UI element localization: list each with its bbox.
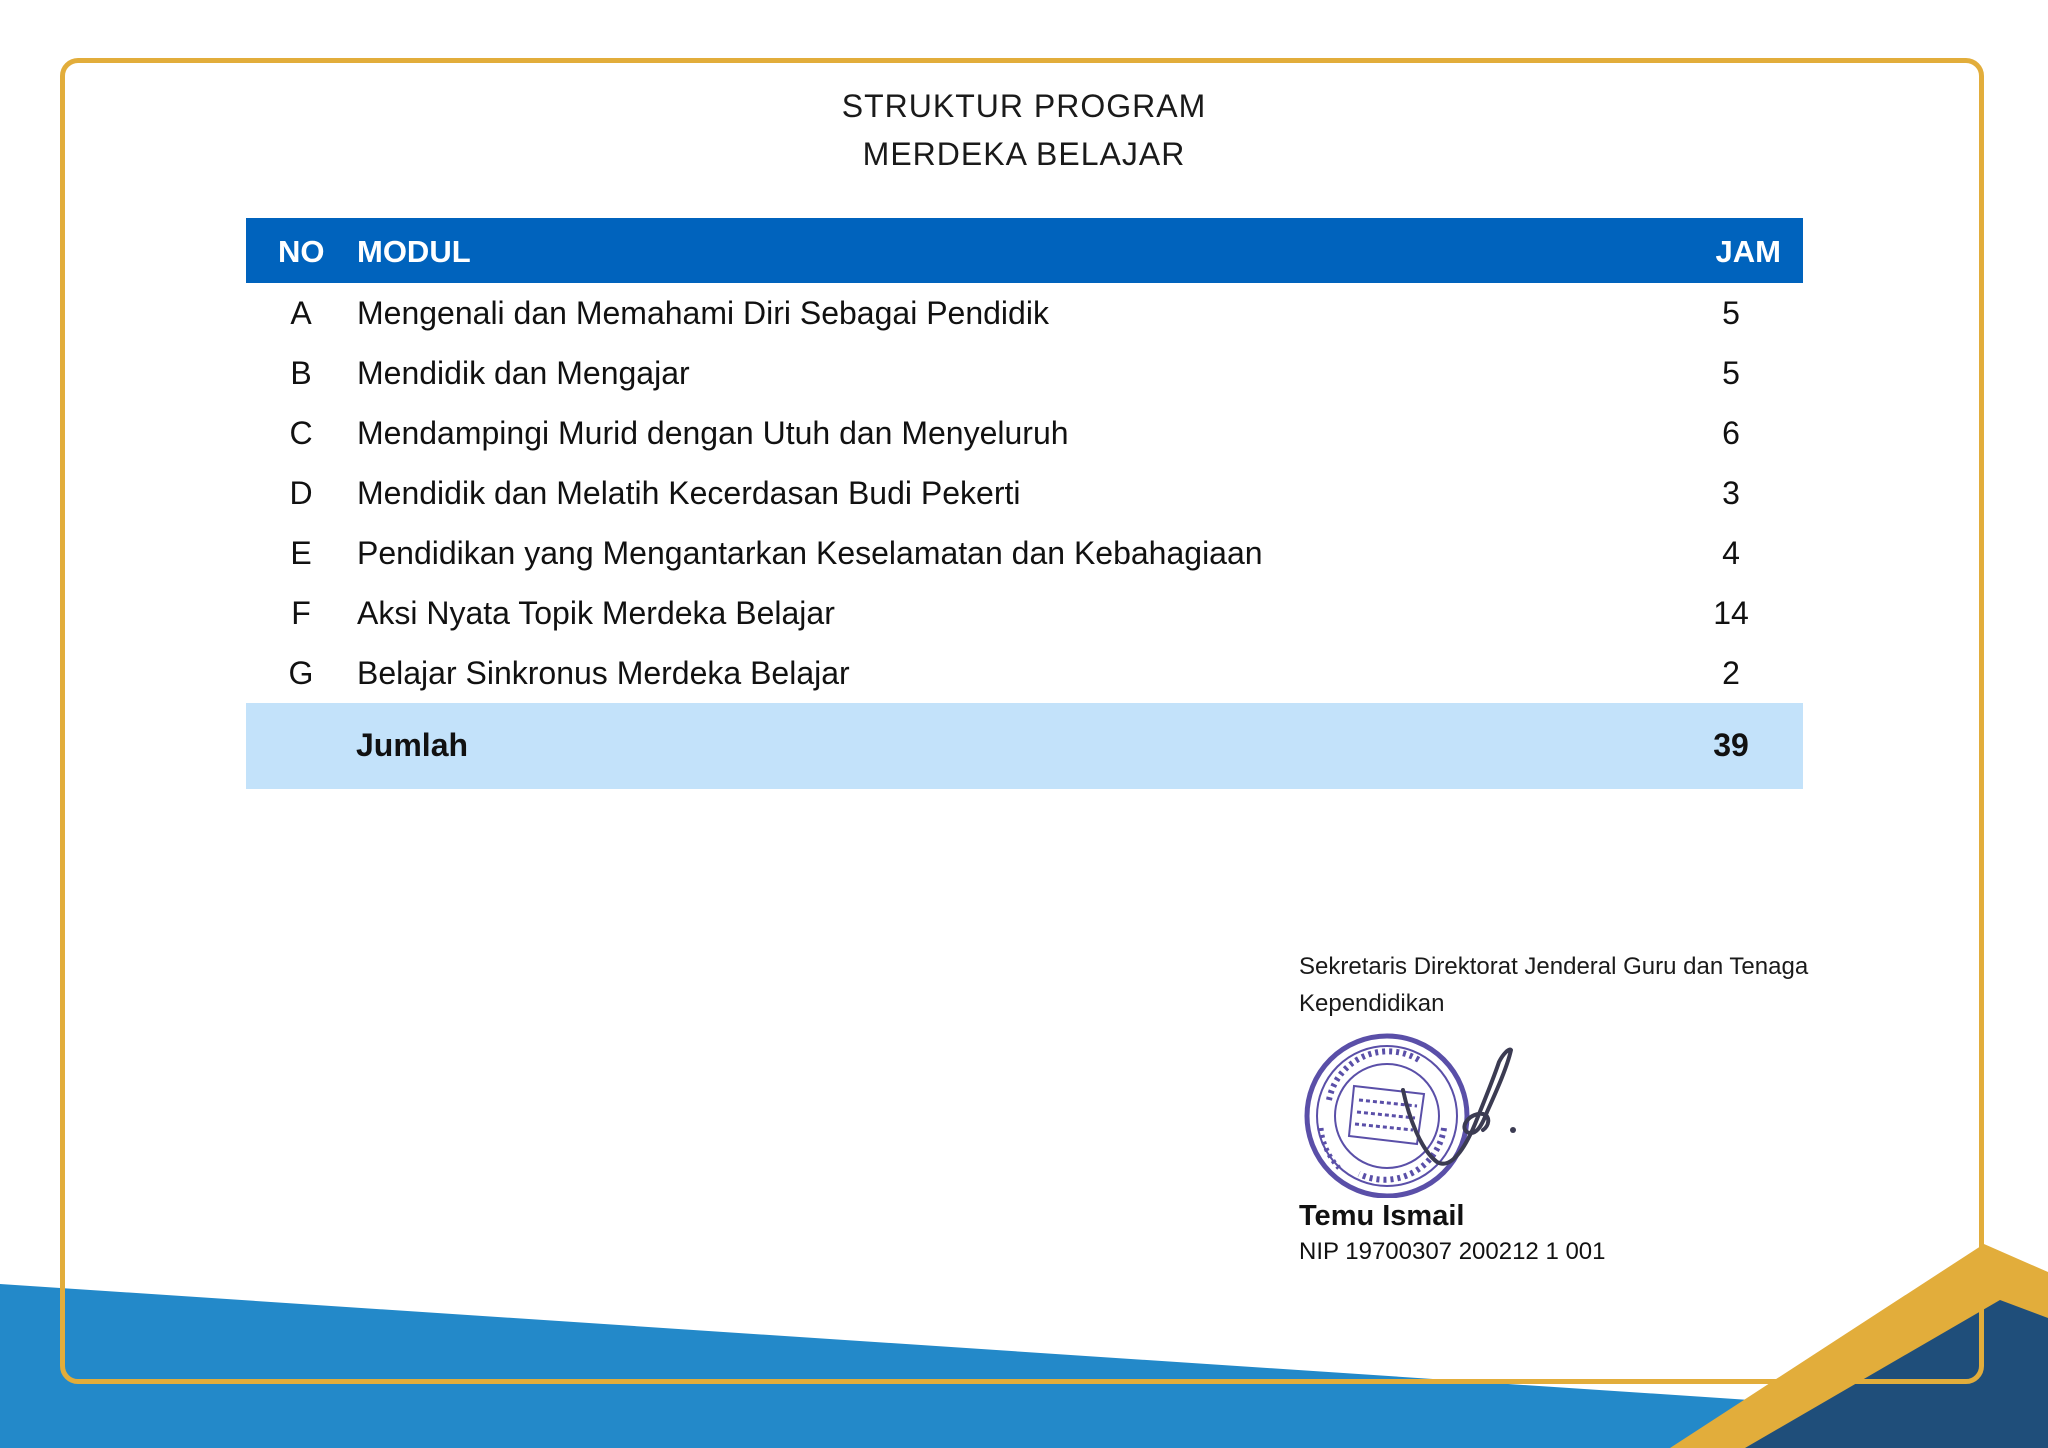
row-modul: Mendidik dan Melatih Kecerdasan Budi Pekerti bbox=[357, 475, 1021, 511]
office-line-2: Kependidikan bbox=[1299, 990, 1445, 1017]
stamp-seal bbox=[1307, 1036, 1467, 1196]
office-line-1: Sekretaris Direktorat Jenderal Guru dan Tenaga bbox=[1299, 953, 1809, 980]
table-row bbox=[246, 343, 1803, 403]
row-modul: Mendampingi Murid dengan Utuh dan Menyeluruh bbox=[357, 415, 1069, 451]
official-stamp-and-signature bbox=[1299, 1028, 1599, 1198]
row-no: F bbox=[291, 595, 311, 631]
table-row bbox=[246, 403, 1803, 463]
page-subtitle: MERDEKA BELAJAR bbox=[862, 136, 1186, 172]
row-modul: Belajar Sinkronus Merdeka Belajar bbox=[357, 655, 850, 691]
signature-block bbox=[1299, 948, 1899, 1265]
total-row bbox=[246, 703, 1803, 789]
table-row bbox=[246, 523, 1803, 583]
row-jam: 3 bbox=[1722, 475, 1740, 511]
column-header-jam: JAM bbox=[1715, 234, 1781, 269]
signatory-nip: NIP 19700307 200212 1 001 bbox=[1299, 1238, 1606, 1265]
row-modul: Mengenali dan Memahami Diri Sebagai Pendidik bbox=[357, 295, 1049, 331]
row-no: C bbox=[289, 415, 313, 451]
column-header-modul: MODUL bbox=[357, 234, 471, 269]
signature-dot bbox=[1510, 1127, 1516, 1133]
row-jam: 14 bbox=[1713, 595, 1749, 631]
table-row bbox=[246, 283, 1803, 343]
row-modul: Mendidik dan Mengajar bbox=[357, 355, 690, 391]
row-jam: 2 bbox=[1722, 655, 1740, 691]
row-no: G bbox=[288, 655, 314, 691]
signatory-office bbox=[1299, 948, 1899, 1022]
row-no: A bbox=[290, 295, 312, 331]
row-modul: Aksi Nyata Topik Merdeka Belajar bbox=[357, 595, 835, 631]
table-row bbox=[246, 463, 1803, 523]
row-no: D bbox=[289, 475, 313, 511]
table-header bbox=[246, 218, 1803, 283]
row-jam: 5 bbox=[1722, 355, 1740, 391]
row-jam: 4 bbox=[1722, 535, 1740, 571]
row-jam: 6 bbox=[1722, 415, 1740, 451]
total-jam: 39 bbox=[1713, 727, 1749, 763]
column-header-no: NO bbox=[278, 234, 325, 269]
total-label: Jumlah bbox=[356, 727, 469, 763]
signatory-name: Temu Ismail bbox=[1299, 1200, 1465, 1232]
row-no: B bbox=[290, 355, 312, 391]
program-table bbox=[246, 218, 1803, 789]
row-modul: Pendidikan yang Mengantarkan Keselamatan dan Kebahagiaan bbox=[357, 535, 1263, 571]
page-title: STRUKTUR PROGRAM bbox=[841, 88, 1207, 124]
table-row bbox=[246, 583, 1803, 643]
table-row bbox=[246, 643, 1803, 703]
row-jam: 5 bbox=[1722, 295, 1740, 331]
row-no: E bbox=[290, 535, 312, 571]
